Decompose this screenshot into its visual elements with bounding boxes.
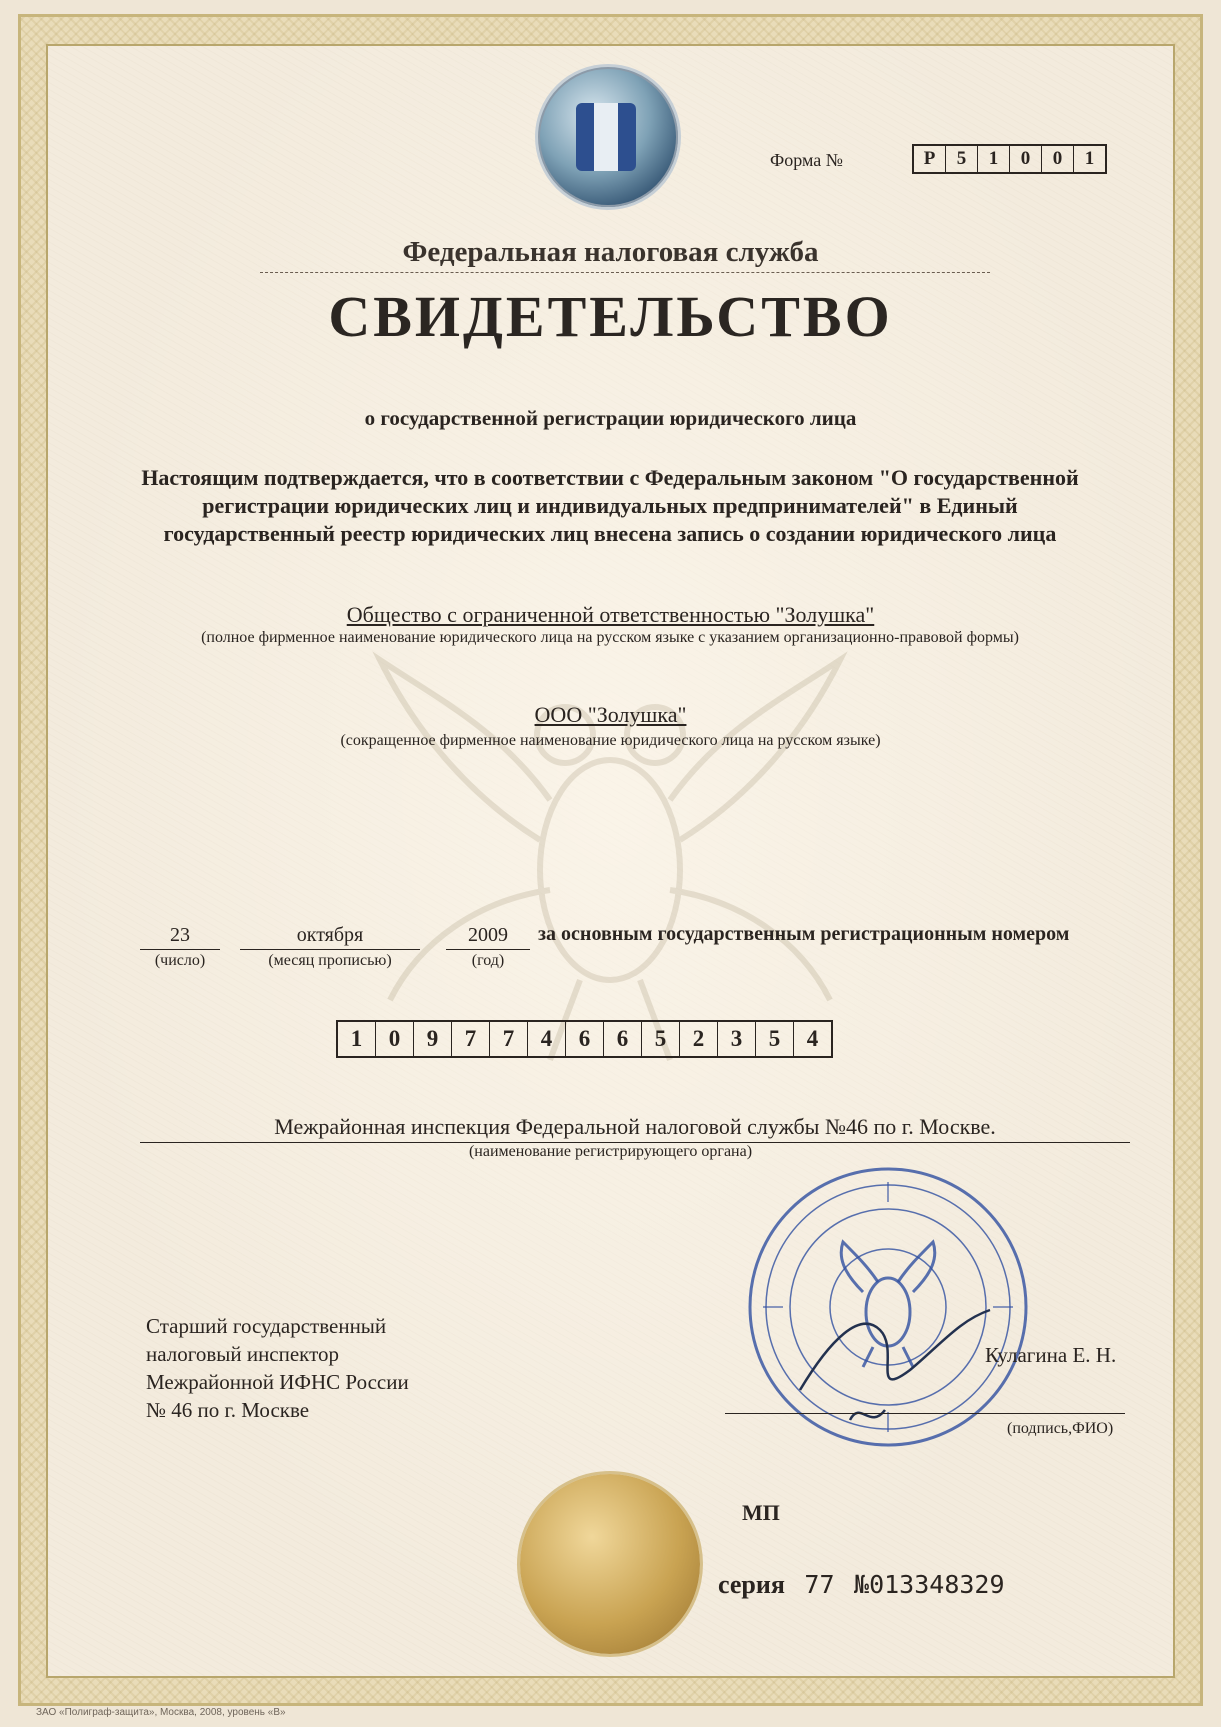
series-label: серия: [718, 1570, 785, 1599]
inspector-title: [146, 1312, 409, 1424]
gold-seal-icon: [520, 1474, 700, 1654]
agency-title: Федеральная налоговая служба: [402, 236, 819, 268]
date-month-hint: (месяц прописью): [268, 952, 392, 969]
ogrn-digit: 6: [566, 1022, 604, 1056]
form-code-char: 5: [946, 146, 978, 172]
ogrn-digit: 1: [338, 1022, 376, 1056]
ogrn-digit: 5: [642, 1022, 680, 1056]
date-month-value: октября: [240, 924, 420, 950]
registering-authority-hint: (наименование регистрирующего органа): [468, 1143, 753, 1160]
inspector-line: налоговый инспектор: [146, 1342, 340, 1366]
company-full-name-hint: (полное фирменное наименование юридического лица на русском языке с указанием организационно-правовой формы): [201, 629, 1019, 646]
registering-authority: Межрайонная инспекция Федеральной налоговой службы №46 по г. Москве.: [140, 1114, 1130, 1143]
ogrn-digit: 2: [680, 1022, 718, 1056]
ogrn-digit: 7: [490, 1022, 528, 1056]
company-full-name: [0, 602, 1221, 628]
ogrn-digit: 0: [376, 1022, 414, 1056]
inspector-line: Старший государственный: [146, 1314, 387, 1338]
title-divider: [260, 272, 990, 273]
date-day-value: 23: [140, 924, 220, 950]
document-subtitle: о государственной регистрации юридического лица: [364, 406, 857, 430]
date-year-value: 2009: [446, 924, 530, 950]
date-year-hint: (год): [471, 952, 505, 969]
date-month: [240, 924, 420, 970]
ogrn-digit: 3: [718, 1022, 756, 1056]
series-value: 77: [804, 1570, 835, 1599]
form-code-boxes: [912, 144, 1107, 174]
registration-number-label: за основным государственным регистрационным номером: [538, 923, 1070, 945]
ogrn-digit: 6: [604, 1022, 642, 1056]
ogrn-digit: 7: [452, 1022, 490, 1056]
company-full-name-value: Общество с ограниченной ответственностью "Золушка": [346, 602, 875, 627]
ogrn-digit: 4: [806, 1026, 819, 1051]
form-code-char: 1: [978, 146, 1010, 172]
printer-footer: ЗАО «Полиграф-защита», Москва, 2008, уровень «В»: [36, 1707, 286, 1718]
form-code-char: 1: [1084, 148, 1095, 169]
ogrn-digit: 9: [414, 1022, 452, 1056]
company-short-name-hint: (сокращенное фирменное наименование юридического лица на русском языке): [340, 732, 881, 749]
ogrn-digit: 4: [528, 1022, 566, 1056]
ogrn-boxes: [336, 1020, 833, 1058]
hologram-emblem-icon: [535, 64, 681, 210]
company-short-name-value: ООО "Золушка": [534, 702, 687, 727]
date-day: [140, 924, 220, 970]
date-day-hint: (число): [154, 952, 206, 969]
inspector-line: № 46 по г. Москве: [146, 1398, 310, 1422]
confirmation-text: Настоящим подтверждается, что в соответствии с Федеральным законом "О государственной регистрации юридических лиц и индивидуальных предпринимателей" в Единый государственный реестр юридических лиц внесена запись о создании юридического лица: [141, 465, 1079, 546]
document-title: СВИДЕТЕЛЬСТВО: [328, 284, 893, 349]
ogrn-digit: 5: [756, 1022, 794, 1056]
form-label: Форма №: [770, 150, 843, 170]
series-number: [718, 1570, 1005, 1600]
signature-line: [725, 1413, 1125, 1414]
inspector-line: Межрайонной ИФНС России: [146, 1370, 409, 1394]
series-serial-number: №013348329: [854, 1570, 1005, 1599]
signature-hint: (подпись,ФИО): [1007, 1420, 1114, 1437]
signature-name: Кулагина Е. Н.: [985, 1343, 1117, 1367]
form-code-char: Р: [914, 146, 946, 172]
seal-place-label: МП: [742, 1500, 780, 1525]
form-code-char: 0: [1042, 146, 1074, 172]
company-short-name: [0, 702, 1221, 728]
form-code-char: 0: [1010, 146, 1042, 172]
date-year: [446, 924, 530, 970]
